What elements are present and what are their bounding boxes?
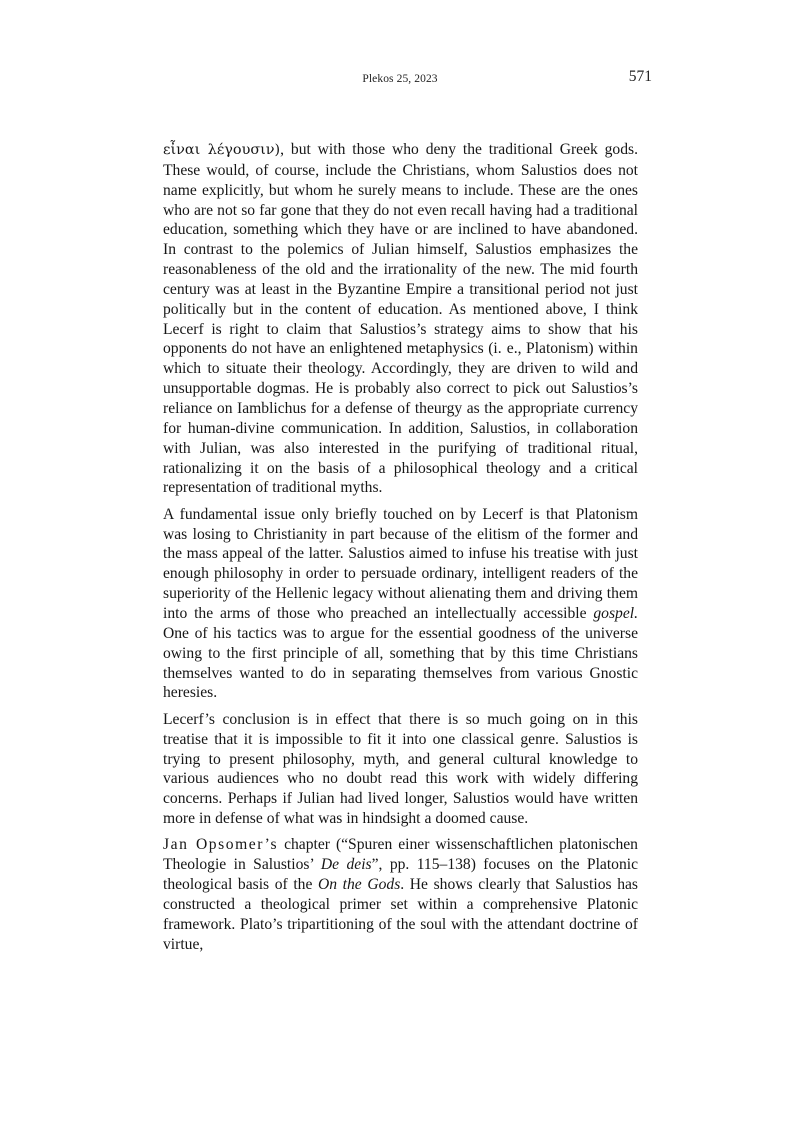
paragraph-3: Lecerf’s conclusion is in effect that there is so much going on in this treatise that it is impossible to fit it into one classical genre. Salustios is trying to present philosophy, myth, and general cultural knowledge to various audiences who no doubt read this work with widely differing concerns. Perhaps if Julian had lived longer, Salustios would have written more in defense of what was in hindsight a doomed cause. bbox=[163, 710, 638, 828]
body-text-block bbox=[163, 140, 638, 955]
text-run-italic: On the Gods bbox=[318, 876, 401, 894]
text-run-italic: gospel. bbox=[593, 605, 638, 622]
text-run-spaced: Jan Opsomer’s bbox=[163, 836, 279, 854]
page-number: 571 bbox=[628, 68, 652, 85]
running-head bbox=[163, 68, 652, 93]
text-run-italic: De deis bbox=[320, 856, 372, 874]
paragraph-1: εἶναι λέγουσιν), but with those who deny the traditional Greek gods. These would, of course, include the Christians, whom Salustios does not name explicitly, but whom he surely means to include. These are the ones who are not so far gone that they do not even recall having had a traditional education, something which they have or are inclined to have abandoned. In contrast to the polemics of Julian himself, Salustios emphasizes the reasonableness of the old and the irrationality of the new. The mid fourth century was at least in the Byzantine Empire a transitional period not just politically but in the content of education. As mentioned above, I think Lecerf is right to claim that Salustios’s strategy aims to show that his opponents do not have an enlightened metaphysics (i. e., Platonism) within which to situate their theology. Accordingly, they are driven to wild and unsupportable dogmas. He is probably also correct to pick out Salustios’s reliance on Iamblichus for a defense of theurgy as the appropriate currency for human-divine communication. In addition, Salustios, in collaboration with Julian, was also interested in the purifying of traditional ritual, rationalizing it on the basis of a philosophical theology and a critical representation of traditional myths. bbox=[163, 141, 638, 497]
text-run-greek: εἶναι λέγουσιν) bbox=[163, 142, 281, 158]
paragraph-2: A fundamental issue only briefly touched on by Lecerf is that Platonism was losing to Christianity in part because of the elitism of the former and the mass appeal of the latter. Salustios aimed to infuse his treatise with just enough philosophy in order to persuade ordinary, intelligent readers of the superiority of the Hellenic legacy without alienating them and driving them into the arms of those who preached an intellectually accessible gospel. One of his tactics was to argue for the essential goodness of the universe owing to the first principle of all, something that by this time Christians themselves wanted to do in separating themselves from various Gnostic heresies. bbox=[163, 505, 638, 702]
running-head-journal-title: Plekos 25, 2023 bbox=[362, 73, 438, 85]
paragraph-4: Jan Opsomer’s chapter (“Spuren einer wissenschaftlichen platonischen Theologie in Salustios’ De deis”, pp. 115–138) focuses on the Platonic theological basis of the On the Gods. He shows clearly that Salustios has constructed a theological primer set within a comprehensive Platonic framework. Plato’s tripartitioning of the soul with the attendant doctrine of virtue, bbox=[163, 836, 639, 953]
text-run-thinspace bbox=[502, 340, 507, 357]
